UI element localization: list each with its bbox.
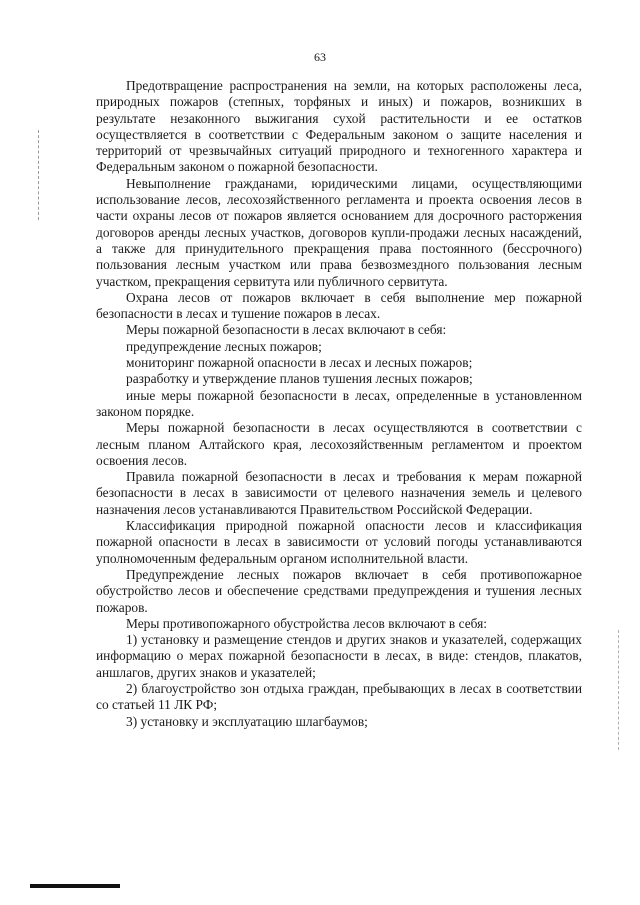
list-item-signs-installation: 1) установку и размещение стендов и других знаков и указателей, содержащих информацию о мерах пожарной безопасности в лесах, в виде: стендов, плакатов, аншлагов, других знаков и указателей; xyxy=(96,632,582,680)
page-number: 63 xyxy=(314,50,326,64)
list-item-monitoring: мониторинг пожарной опасности в лесах и лесных пожаров; xyxy=(126,355,473,371)
paragraph-measures-compliance: Меры пожарной безопасности в лесах осуществляются в соответствии с лесным планом Алтайского края, лесохозяйственным регламентом и проектом освоения лесов. xyxy=(96,420,582,468)
paragraph-noncompliance-consequences: Невыполнение гражданами, юридическими лицами, осуществляющими использование лесов, лесохозяйственного регламента и проекта освоения лесов в части охраны лесов от пожаров является основанием для досрочного расторжения договоров аренды лесных участков, договоров купли-продажи лесных насаждений, а также для принудительного прекращения права постоянного (бессрочного) пользования лесным участком или права безвозмездного пользования лесным участком, прекращения сервитута или публичного сервитута. xyxy=(96,175,582,289)
document-body xyxy=(96,78,582,730)
paragraph-forest-fire-protection: Охрана лесов от пожаров включает в себя выполнение мер пожарной безопасности в лесах и тушение пожаров в лесах. xyxy=(96,289,582,322)
paragraph-safety-rules: Правила пожарной безопасности в лесах и требования к мерам пожарной безопасности в лесах в зависимости от целевого назначения земель и целевого назначения лесов устанавливаются Правительством Российской Федерации. xyxy=(96,469,582,517)
scan-artifact-bottom-bar xyxy=(30,884,120,888)
list-item-other-measures: иные меры пожарной безопасности в лесах, определенные в установленном законом порядке. xyxy=(96,387,582,419)
list-item-planning: разработку и утверждение планов тушения лесных пожаров; xyxy=(126,371,473,387)
paragraph-fire-spread-prevention: Предотвращение распространения на земли, на которых расположены леса, природных пожаров (степных, торфяных и иных) и пожаров, возникших в результате незаконного выжигания сухой растительности и ее остатков осуществляется в соответствии с Федеральным законом о защите населения и территорий от чрезвычайных ситуаций природного и техногенного характера и Федеральным законом о пожарной безопасности. xyxy=(96,78,582,175)
paragraph-safety-measures-intro: Меры пожарной безопасности в лесах включают в себя: xyxy=(126,322,447,338)
paragraph-fire-prevention: Предупреждение лесных пожаров включает в себя противопожарное обустройство лесов и обеспечение средствами предупреждения и тушения лесных пожаров. xyxy=(96,566,582,615)
paragraph-danger-classification: Классификация природной пожарной опасности лесов и классификация пожарной опасности в лесах в зависимости от условий погоды устанавливаются уполномоченным федеральным органом исполнительной власти. xyxy=(96,518,582,566)
scan-artifact-left xyxy=(38,130,40,220)
list-item-barriers: 3) установку и эксплуатацию шлагбаумов; xyxy=(126,713,368,729)
list-item-recreation-zones: 2) благоустройство зон отдыха граждан, пребывающих в лесах в соответствии со статьей 11 ЛК РФ; xyxy=(96,680,582,713)
list-item-prevention: предупреждение лесных пожаров; xyxy=(126,338,322,354)
paragraph-arrangement-intro: Меры противопожарного обустройства лесов включают в себя: xyxy=(126,615,488,631)
scan-artifact-right xyxy=(618,630,620,750)
